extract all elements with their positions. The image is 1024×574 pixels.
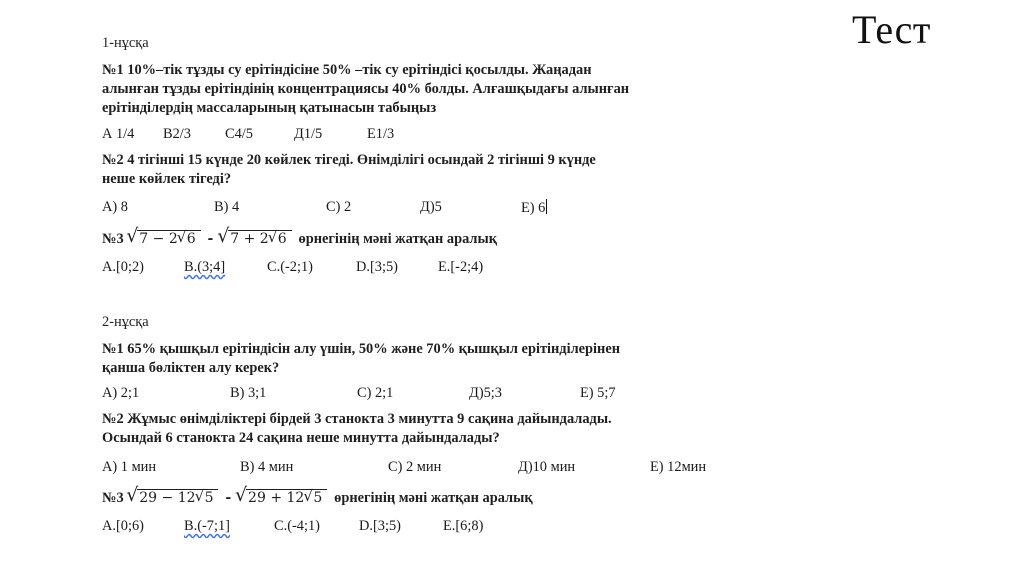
- v1-q3-option-d: D.[3;5): [356, 259, 398, 275]
- v2-q2-option-b: В) 4 мин: [240, 459, 294, 475]
- v1-q1-option-c: С4/5: [225, 126, 253, 142]
- v2-q2-option-d: Д)10 мин: [518, 459, 576, 475]
- v2-q1-option-c: С) 2;1: [357, 385, 394, 401]
- v2-q3-option-e: Е.[6;8): [443, 518, 484, 534]
- v1-q2-option-e-text: Е) 6: [521, 200, 546, 216]
- v1-q1-line2: алынған тұзды ерітіндінің концентрациясы 40% болды. Алғашқыдағы алынған: [102, 81, 630, 97]
- v1-q1-option-a: А 1/4: [102, 126, 135, 142]
- slide-title: Тест: [852, 7, 931, 52]
- v1-q3-tail: өрнегінің мәні жатқан аралық: [298, 231, 498, 247]
- v2-q1-option-e: Е) 5;7: [580, 385, 616, 401]
- variant2-label: 2-нұсқа: [102, 314, 149, 330]
- v1-q3-option-b: В.(3;4]: [184, 259, 226, 275]
- v1-q2-option-b: В) 4: [214, 199, 240, 215]
- sqrt-symbol: √ 5: [196, 490, 215, 507]
- v2-q3-option-c: С.(-4;1): [274, 518, 320, 534]
- v2-q1-option-d: Д)5;3: [469, 385, 502, 401]
- v1-q1-option-d: Д1/5: [294, 126, 323, 142]
- sqrt-symbol: √ 29 − 12√ 5: [127, 490, 218, 507]
- v1-q2-option-d: Д)5: [420, 199, 442, 215]
- v2-q3-option-d: D.[3;5): [359, 518, 401, 534]
- sqrt-symbol: √ 7 + 2√ 6: [218, 231, 291, 248]
- v1-q2-line2: неше көйлек тігеді?: [102, 171, 232, 187]
- v1-q3-option-a: А.[0;2): [102, 259, 144, 275]
- v2-q3-tail: өрнегінің мәні жатқан аралық: [334, 490, 533, 506]
- v2-q3-number: №3: [102, 490, 124, 506]
- v1-q2-line1: №2 4 тігінші 15 күнде 20 көйлек тігеді. Өнімділігі осындай 2 тігінші 9 күнде: [102, 152, 596, 168]
- v1-q2-option-e: [521, 199, 547, 217]
- v2-q1-option-a: А) 2;1: [102, 385, 140, 401]
- v2-q3-option-b: В.(-7;1]: [184, 518, 230, 534]
- v2-q1-option-b: В) 3;1: [230, 385, 267, 401]
- v2-q2-option-a: А) 1 мин: [102, 459, 157, 475]
- sqrt-symbol: √ 6: [269, 231, 288, 248]
- v2-q3-expression: √ 29 − 12√ 5 - √ 29 + 12√ 5: [127, 490, 334, 506]
- v1-q2-option-a: А) 8: [102, 199, 128, 215]
- v1-q1-option-b: В2/3: [163, 126, 191, 142]
- v2-q2-option-e: Е) 12мин: [650, 459, 707, 475]
- v2-q3-line: [102, 490, 533, 507]
- v2-q3-option-a: А.[0;6): [102, 518, 144, 534]
- text-cursor: [546, 199, 547, 214]
- v1-q1-line3: ерітінділердің массаларының қатынасын табыңыз: [102, 100, 437, 116]
- sqrt-symbol: √ 5: [304, 490, 323, 507]
- v2-q2-line1: №2 Жұмыс өнімділіктері бірдей 3 станокта 3 минутта 9 сақина дайындалады.: [102, 411, 612, 427]
- v1-q1-line1: №1 10%–тік тұзды су ерітіндісіне 50% –тік су ерітіндісі қосылды. Жаңадан: [102, 62, 592, 78]
- v1-q3-option-c: С.(-2;1): [267, 259, 313, 275]
- v2-q1-line2: қанша бөліктен алу керек?: [102, 360, 280, 376]
- sqrt-symbol: √ 6: [178, 231, 197, 248]
- v2-q2-option-c: С) 2 мин: [388, 459, 442, 475]
- variant1-label: 1-нұсқа: [102, 35, 149, 51]
- v1-q3-number: №3: [102, 231, 124, 247]
- v1-q1-option-e: Е1/3: [367, 126, 395, 142]
- v1-q3-expression: √ 7 − 2√ 6 - √ 7 + 2√ 6: [127, 231, 298, 247]
- sqrt-symbol: √ 7 − 2√ 6: [127, 231, 200, 248]
- v2-q1-line1: №1 65% қышқыл ерітіндісін алу үшін, 50% және 70% қышқыл ерітінділерінен: [102, 341, 621, 357]
- v2-q2-line2: Осындай 6 станокта 24 сақина неше минутта дайындалады?: [102, 430, 500, 446]
- sqrt-symbol: √ 29 + 12√ 5: [236, 490, 327, 507]
- v1-q3-line: [102, 231, 497, 248]
- v1-q2-option-c: С) 2: [326, 199, 352, 215]
- v1-q3-option-e: Е.[-2;4): [438, 259, 484, 275]
